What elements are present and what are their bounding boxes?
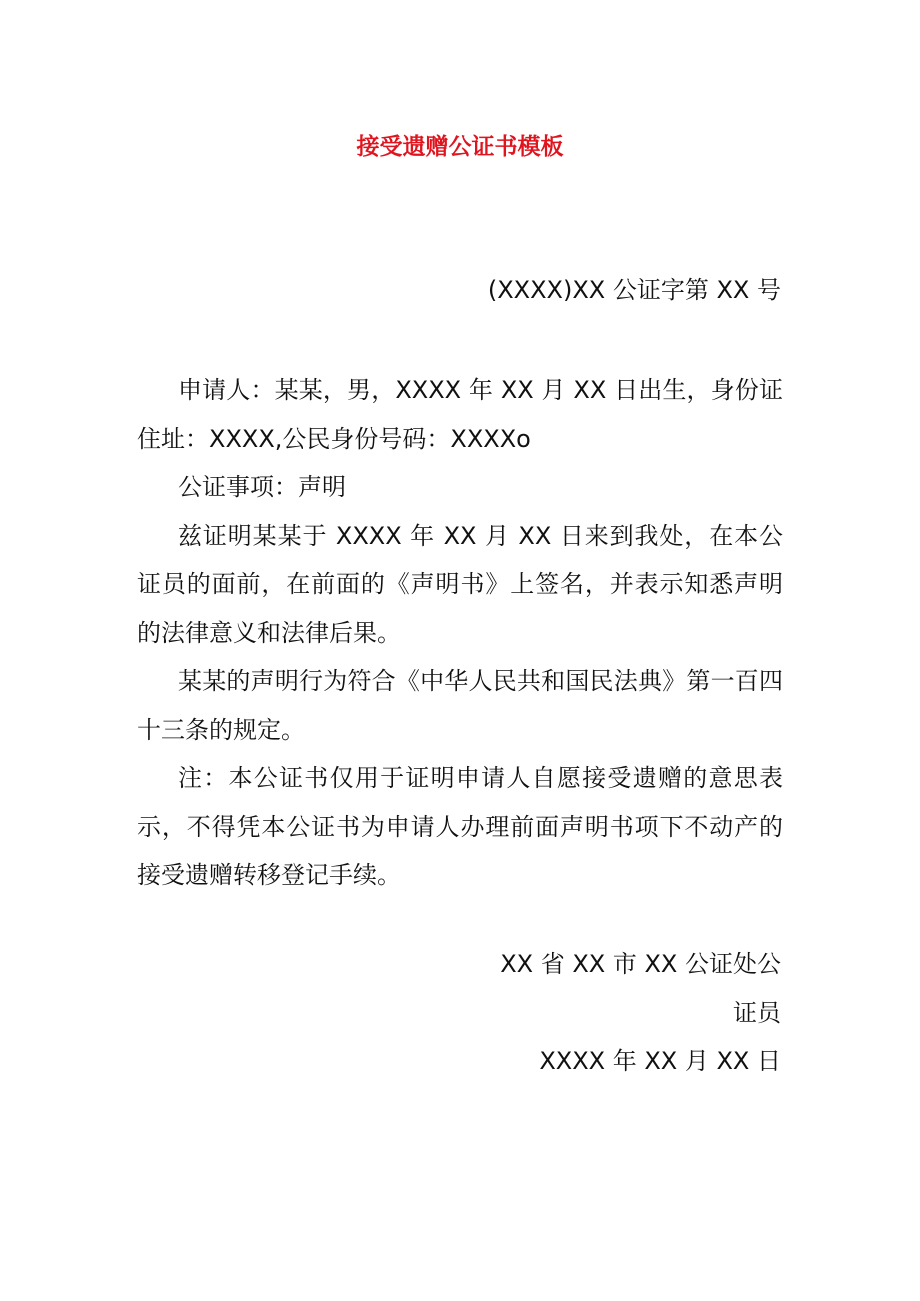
note-paragraph: 注：本公证书仅用于证明申请人自愿接受遗赠的意思表示，不得凭本公证书为申请人办理前面声明书项下不动产的接受遗赠转移登记手续。 [137, 764, 783, 889]
applicant-paragraph: 申请人：某某，男，XXXX 年 XX 月 XX 日出生，身份证住址：XXXX,公民身份号码：XXXXo [137, 376, 783, 453]
legal-basis-paragraph: 某某的声明行为符合《中华人民共和国民法典》第一百四十三条的规定。 [137, 667, 783, 744]
signature-block [135, 940, 781, 1086]
signature-date: XXXX 年 XX 月 XX 日 [539, 1047, 781, 1075]
notary-matter-paragraph: 公证事项：声明 [178, 473, 346, 501]
document-body [137, 366, 783, 900]
notary-title-line: 证员 [733, 998, 781, 1027]
document-number: (XXXX)XX 公证字第 XX 号 [487, 276, 781, 304]
notary-office-line: XX 省 XX 市 XX 公证处公 [500, 950, 781, 978]
document-title: 接受遗赠公证书模板 [356, 134, 564, 160]
certification-paragraph: 兹证明某某于 XXXX 年 XX 月 XX 日来到我处，在本公证员的面前，在前面的《声明书》上签名，并表示知悉声明的法律意义和法律后果。 [137, 521, 783, 647]
